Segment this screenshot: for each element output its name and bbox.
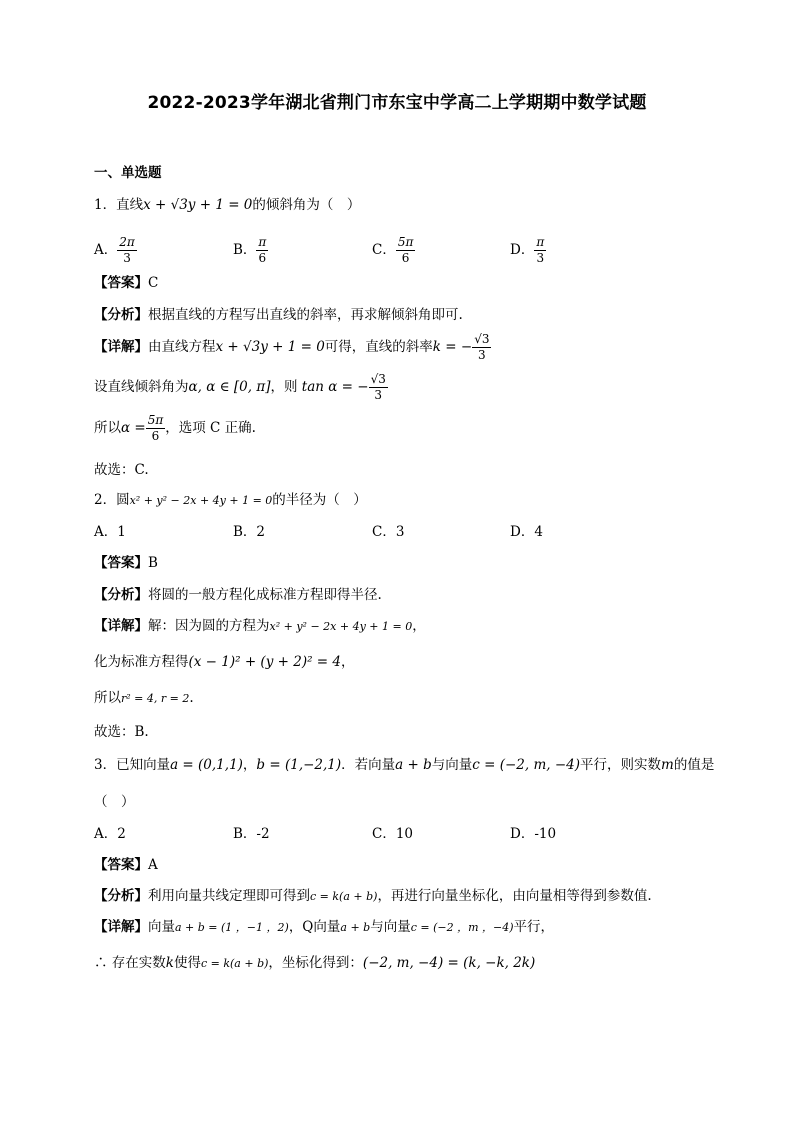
option-letter: C． [372, 242, 396, 258]
text: 解：因为圆的方程为 [148, 618, 270, 634]
text: 平行，则实数 [580, 757, 662, 773]
question-2-stem [94, 488, 367, 508]
option-letter: D． [510, 242, 535, 258]
variable-k: k [165, 955, 174, 971]
answer-label: 【答案】 [94, 275, 148, 291]
text: ， [412, 618, 426, 634]
q3-answer [94, 853, 158, 873]
text: 化为标准方程得 [94, 654, 189, 670]
q1-detail-line3 [94, 413, 256, 444]
text: ，再进行向量坐标化，由向量相等得到参数值. [377, 888, 652, 904]
question-3-stem [94, 753, 714, 773]
fraction-denominator: 6 [258, 251, 267, 265]
vector-b: b = (1,−2,1) [256, 757, 342, 773]
q3-option-a[interactable]: A．2 [94, 826, 126, 842]
analysis-label: 【分析】 [94, 587, 148, 603]
equation: c = k(a + b) [200, 957, 269, 970]
text: 所以 [94, 690, 121, 706]
q1-option-a[interactable] [94, 235, 137, 266]
q1-option-b[interactable] [233, 235, 268, 266]
fraction-numerator: 2π [119, 235, 135, 249]
equation: a + b [340, 921, 371, 934]
equation: c = k(a + b) [310, 890, 378, 903]
q3-detail-line2 [94, 951, 535, 971]
fraction-denominator: 3 [374, 388, 383, 402]
equation: x + √3y + 1 = 0 [215, 339, 325, 355]
section-heading: 一、单选题 [94, 165, 162, 181]
q1-option-d[interactable] [510, 235, 546, 266]
q2-option-b[interactable]: B．2 [233, 524, 266, 540]
detail-label: 【详解】 [94, 618, 148, 634]
q3-detail-line1 [94, 915, 554, 935]
q3-option-b[interactable]: B．-2 [233, 826, 270, 842]
q1-conclusion: 故选：C. [94, 462, 149, 478]
fraction-numerator: π [258, 235, 267, 249]
question-1-stem [94, 193, 360, 213]
text: ，选项 C 正确. [165, 420, 256, 436]
equation: x² + y² − 2x + 4y + 1 = 0 [269, 620, 413, 633]
detail-label: 【详解】 [94, 919, 148, 935]
text: 的半径为（ ） [272, 492, 367, 508]
text: . [189, 690, 194, 706]
q1-option-c[interactable] [372, 235, 415, 266]
fraction-denominator: 6 [401, 251, 410, 265]
q2-options [94, 520, 594, 540]
fraction-numerator: √3 [370, 372, 386, 386]
answer-label: 【答案】 [94, 857, 148, 873]
variable-m: m [661, 757, 674, 773]
q3-option-c[interactable]: C．10 [372, 826, 414, 842]
fraction-denominator: 3 [478, 348, 486, 362]
text: 与向量 [370, 919, 411, 935]
detail-label: 【详解】 [94, 339, 148, 355]
analysis-text: 将圆的一般方程化成标准方程即得半径. [148, 587, 382, 603]
fraction-numerator: 5π [397, 235, 414, 249]
text: 的值是 [673, 757, 715, 773]
fraction-numerator: √3 [474, 332, 490, 346]
alpha-lhs: α = [121, 420, 146, 436]
text: 3．已知向量 [94, 757, 171, 773]
text: ，则 [270, 379, 298, 395]
text: ，坐标化得到： [268, 955, 363, 971]
text: 所以 [94, 420, 121, 436]
page-title: 2022-2023学年湖北省荆门市东宝中学高二上学期期中数学试题 [147, 93, 647, 113]
text: 向量 [148, 919, 175, 935]
text: 由直线方程 [148, 339, 216, 355]
text: 2．圆 [94, 492, 130, 508]
analysis-label: 【分析】 [94, 888, 148, 904]
q1-analysis [94, 303, 463, 323]
text: 平行， [513, 919, 555, 935]
vector-a: a = (0,1,1) [170, 757, 243, 773]
q1-detail-line2 [94, 372, 388, 403]
q2-detail-line1 [94, 614, 426, 634]
q1-prefix: 1．直线 [94, 197, 144, 213]
answer-value: A [148, 857, 158, 873]
q2-analysis [94, 583, 382, 603]
vector-sum: a + b [395, 757, 432, 773]
q2-conclusion: 故选：B. [94, 724, 149, 740]
text: 利用向量共线定理即可得到 [148, 888, 310, 904]
text: ．若向量 [341, 757, 396, 773]
analysis-label: 【分析】 [94, 307, 148, 323]
equation: (−2, m, −4) = (k, −k, 2k) [362, 955, 536, 971]
fraction-numerator: π [536, 235, 545, 249]
fraction-denominator: 3 [536, 251, 545, 265]
equation: r² = 4, r = 2 [121, 692, 190, 705]
equation: (x − 1)² + (y + 2)² = 4 [188, 654, 341, 670]
equation: c = (−2 ，m ，−4) [410, 921, 514, 934]
q2-detail-line2 [94, 650, 354, 670]
text: 与向量 [431, 757, 473, 773]
q3-analysis [94, 884, 652, 904]
text: 使得 [173, 955, 201, 971]
q1-equation: x + √3y + 1 = 0 [143, 197, 253, 213]
q1-suffix: 的倾斜角为（ ） [252, 197, 361, 213]
answer-value: C [148, 275, 159, 291]
fraction-denominator: 6 [151, 429, 160, 443]
q2-answer [94, 551, 158, 571]
q2-detail-line3 [94, 686, 194, 706]
q1-detail-line1 [94, 332, 491, 363]
answer-value: B [148, 555, 158, 571]
slope-lhs: k = − [432, 339, 473, 355]
q2-option-d[interactable]: D．4 [510, 524, 543, 540]
q2-option-c[interactable]: C．3 [372, 524, 405, 540]
equation: a + b = (1 ，−1 ，2) [175, 921, 289, 934]
q3-stem-line2: （ ） [94, 794, 135, 810]
text: 设直线倾斜角为 [94, 379, 189, 395]
text: ， [242, 757, 257, 773]
q3-options [94, 822, 594, 842]
option-letter: B． [233, 242, 257, 258]
text: 可得，直线的斜率 [324, 339, 433, 355]
tan-lhs: tan α = − [301, 379, 369, 395]
analysis-text: 根据直线的方程写出直线的斜率，再求解倾斜角即可. [148, 307, 463, 323]
option-letter: A． [94, 242, 118, 258]
vector-c: c = (−2, m, −4) [472, 757, 581, 773]
equation: x² + y² − 2x + 4y + 1 = 0 [129, 494, 273, 507]
q1-answer [94, 271, 158, 291]
q2-option-a[interactable]: A．1 [94, 524, 126, 540]
text: ，Q向量 [288, 919, 341, 935]
equation: α, α ∈ [0, π] [188, 379, 271, 395]
q3-option-d[interactable]: D．-10 [510, 826, 557, 842]
q1-options [94, 227, 594, 263]
text: ， [340, 654, 355, 670]
fraction-denominator: 3 [123, 251, 131, 265]
text: ∴ 存在实数 [94, 955, 166, 971]
fraction-numerator: 5π [147, 413, 164, 427]
answer-label: 【答案】 [94, 555, 148, 571]
